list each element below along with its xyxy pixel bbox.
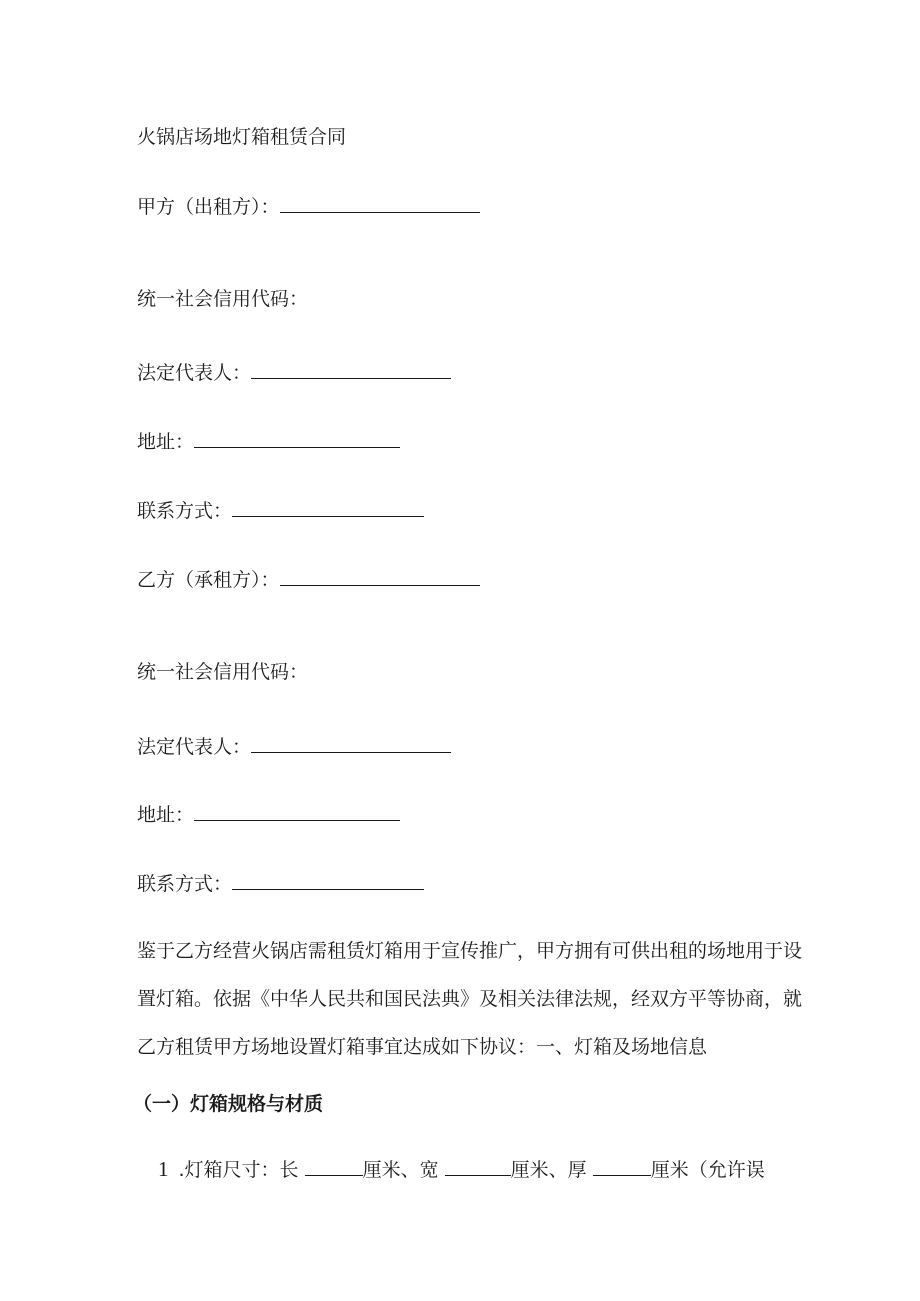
clause-label: .灯箱尺寸：长 [178,1159,299,1181]
document-title: 火锅店场地灯箱租赁合同 [137,126,347,148]
thickness-blank [593,1157,651,1176]
party-a-blank [280,194,480,213]
party-b-address-blank [194,802,400,821]
party-b-contact-label: 联系方式： [137,873,233,895]
party-a-line [137,193,480,221]
party-b-blank [280,567,480,586]
preamble-line: 鉴于乙方经营火锅店需租赁灯箱用于宣传推广，甲方拥有可供出租的场地用于设 [137,940,803,962]
party-b-address-label: 地址： [137,804,195,826]
preamble-line: 置灯箱。依据《中华人民共和国民法典》及相关法律法规，经双方平等协商，就 [137,988,803,1010]
party-a-legal-rep-blank [251,360,451,379]
party-b-contact-line [137,870,424,898]
width-unit: 厘米、厚 [510,1159,587,1181]
party-b-legal-rep-label: 法定代表人： [137,736,252,758]
section-heading: （一）灯箱规格与材质 [133,1093,324,1115]
party-a-address-blank [194,429,400,448]
party-a-contact-label: 联系方式： [137,500,233,522]
length-unit: 厘米、宽 [362,1159,439,1181]
width-blank [445,1157,511,1176]
party-b-line [137,566,480,594]
party-b-label: 乙方（承租方）： [137,569,280,591]
party-a-contact-blank [232,498,424,517]
party-b-contact-blank [232,871,424,890]
party-b-credit-code: 统一社会信用代码： [137,661,309,683]
party-a-legal-rep-label: 法定代表人： [137,362,252,384]
party-a-legal-rep-line [137,359,451,387]
party-a-address-line [137,428,400,456]
length-blank [305,1157,363,1176]
clause-number: 1 [158,1157,169,1181]
party-b-address-line [137,801,400,829]
party-b-legal-rep-blank [251,734,451,753]
clause-item-1 [158,1155,765,1184]
preamble-paragraph [137,927,803,1071]
party-a-contact-line [137,497,424,525]
party-a-address-label: 地址： [137,431,195,453]
party-a-label: 甲方（出租方）： [137,196,280,218]
party-b-legal-rep-line [137,733,451,761]
party-a-credit-code: 统一社会信用代码： [137,288,309,310]
preamble-line: 乙方租赁甲方场地设置灯箱事宜达成如下协议：一、灯箱及场地信息 [137,1036,708,1058]
thickness-unit: 厘米（允许误 [650,1159,765,1181]
